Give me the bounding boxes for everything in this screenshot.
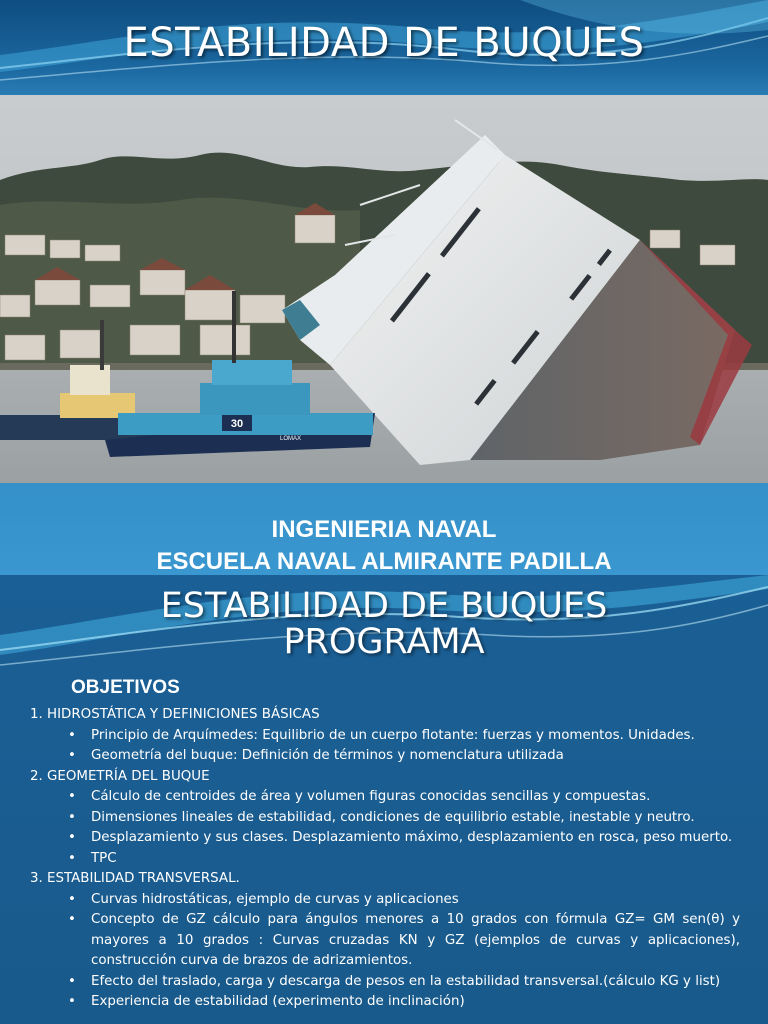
bullet-icon: • (68, 973, 76, 989)
program-slide (0, 575, 768, 1024)
list-item: • Desplazamiento y sus clases. Desplazamiento máximo, desplazamiento en rosca, peso muerto. (0, 828, 768, 849)
list-item: • Efecto del traslado, carga y descarga de pesos en la estabilidad transversal.(cálculo KG y list) (0, 972, 768, 993)
bullet-icon: • (68, 809, 76, 825)
list-item: • TPC (0, 849, 768, 870)
section-title: 2. GEOMETRÍA DEL BUQUE (30, 768, 210, 784)
bullet-icon: • (68, 850, 76, 866)
syllabus-list (0, 705, 768, 1013)
section-title: 3. ESTABILIDAD TRANSVERSAL. (30, 871, 240, 886)
section-title: 1. HIDROSTÁTICA Y DEFINICIONES BÁSICAS (30, 707, 320, 722)
list-item: • Experiencia de estabilidad (experimento de inclinación) (0, 992, 768, 1013)
objectives-heading: OBJETIVOS (71, 677, 180, 698)
bullet-icon: • (68, 912, 76, 927)
tug-name: LOMAX (280, 436, 302, 442)
bullet-icon: • (68, 830, 76, 845)
list-item: • Dimensiones lineales de estabilidad, condiciones de equilibrio estable, inestable y neutro. (0, 808, 768, 829)
list-item: • Concepto de GZ cálculo para ángulos menores a 10 grados con fórmula GZ= GM sen(θ) y mayores a 10 grados : Curvas cruzadas KN y GZ (ejemplos de curvas y aplicaciones), construcción curva de brazos de adrizamientos. (68, 912, 740, 968)
bullet-icon: • (68, 891, 76, 907)
slide-title: ESTABILIDAD DE BUQUES (123, 20, 645, 66)
list-item: • Geometría del buque: Definición de términos y nomenclatura utilizada (0, 746, 768, 767)
bullet-icon: • (68, 727, 76, 743)
bullet-icon: • (68, 994, 76, 1009)
list-item: • Cálculo de centroides de área y volumen figuras conocidas sencillas y compuestas. (0, 787, 768, 808)
program-title: ESTABILIDAD DE BUQUES (160, 586, 608, 626)
bullet-icon: • (68, 748, 76, 763)
bullet-icon: • (68, 789, 76, 804)
list-item: • Principio de Arquímedes: Equilibrio de un cuerpo flotante: fuerzas y momentos. Unidades. (0, 726, 768, 747)
subtitle-school: ESCUELA NAVAL ALMIRANTE PADILLA (156, 548, 612, 575)
capsized-ship-photo (0, 95, 768, 483)
tug-number: 30 (230, 418, 244, 430)
subtitle-program: INGENIERIA NAVAL (271, 516, 497, 543)
slide-header (0, 0, 768, 95)
program-subtitle: PROGRAMA (283, 622, 485, 662)
list-item: • Curvas hidrostáticas, ejemplo de curvas y aplicaciones (0, 890, 768, 911)
